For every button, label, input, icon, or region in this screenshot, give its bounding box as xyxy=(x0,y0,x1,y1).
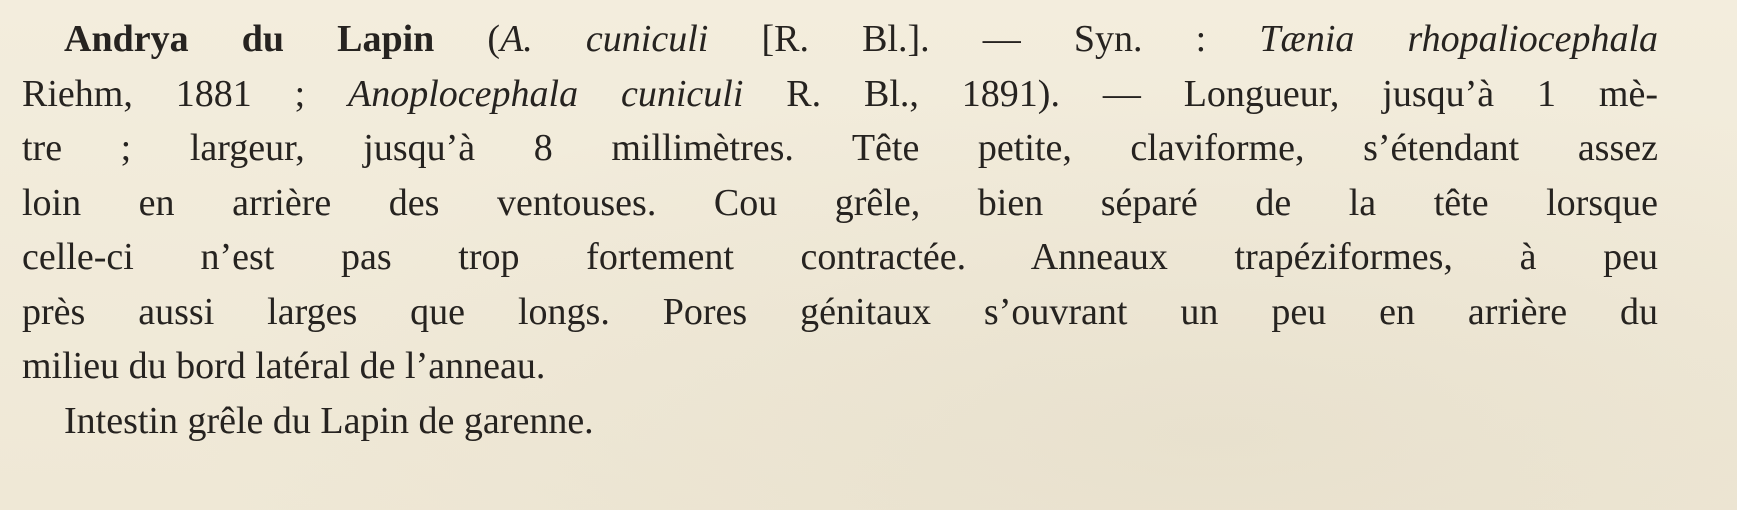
description-line-3: tre ; largeur, jusqu’à 8 millimètres. Tête petite, claviforme, s’étendant assez xyxy=(22,127,1658,169)
description-line-4: loin en arrière des ventouses. Cou grêle, bien séparé de la tête lorsque xyxy=(22,181,1658,224)
description-line-5: celle-ci n’est pas trop fortement contractée. Anneaux trapéziformes, à peu xyxy=(22,236,1658,278)
description-line-2 xyxy=(22,67,1658,122)
species-binomial: A. cuniculi xyxy=(500,18,709,60)
synonym-name: Tænia rhopaliocephala xyxy=(1259,18,1659,60)
text-run: ( xyxy=(434,18,501,60)
synonym-name: Anoplocephala cuniculi xyxy=(348,72,744,115)
habitat-line: Intestin grêle du Lapin de garenne. xyxy=(64,399,594,442)
text-run: Riehm, 1881 ; xyxy=(22,72,349,115)
text-run: [R. Bl.]. — Syn. : xyxy=(708,18,1260,60)
species-description xyxy=(22,12,1658,448)
description-line-1 xyxy=(22,12,1658,67)
description-line-7: milieu du bord latéral de l’anneau. xyxy=(22,345,546,387)
description-line-6: près aussi larges que longs. Pores génitaux s’ouvrant un peu en arrière du xyxy=(22,290,1658,333)
text-run: R. Bl., 1891). — Longueur, jusqu’à 1 mè- xyxy=(743,72,1659,115)
species-title: Andrya du Lapin xyxy=(64,18,435,60)
